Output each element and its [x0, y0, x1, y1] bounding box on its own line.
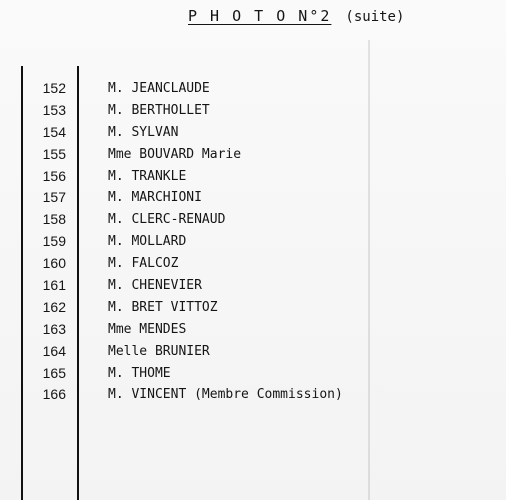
entry-number: 166 — [42, 386, 66, 403]
list-row-158 — [0, 209, 506, 231]
entry-number: 157 — [42, 189, 66, 206]
entry-name: M. MOLLARD — [108, 234, 187, 250]
entry-number: 159 — [42, 233, 66, 250]
list-row-165 — [0, 363, 506, 385]
entry-name: Mme BOUVARD Marie — [108, 146, 242, 162]
entry-name: M. THOME — [108, 365, 171, 381]
list-row-163 — [0, 319, 506, 341]
entry-name: M. MARCHIONI — [108, 190, 202, 206]
list-row-154 — [0, 122, 506, 144]
entry-name: M. BERTHOLLET — [108, 102, 210, 118]
entry-number: 161 — [42, 277, 66, 294]
list-row-159 — [0, 231, 506, 253]
list-row-156 — [0, 166, 506, 188]
entry-number: 163 — [42, 320, 66, 337]
list-row-160 — [0, 253, 506, 275]
title-photo-number: P H O T O N°2 — [188, 7, 332, 25]
entry-name: M. CLERC-RENAUD — [108, 212, 226, 228]
entry-name: M. JEANCLAUDE — [108, 81, 210, 96]
list-row-155 — [0, 144, 506, 166]
entry-name: M. FALCOZ — [108, 256, 179, 272]
entry-number: 158 — [42, 211, 66, 228]
entry-name: M. SYLVAN — [108, 124, 179, 140]
participant-list — [0, 78, 506, 406]
page-title — [188, 7, 404, 25]
entry-number: 155 — [42, 145, 66, 162]
list-row-161 — [0, 275, 506, 297]
entry-number: 152 — [42, 80, 66, 96]
list-row-153 — [0, 100, 506, 122]
entry-number: 156 — [42, 167, 66, 184]
entry-number: 160 — [42, 255, 66, 272]
entry-name: Melle BRUNIER — [108, 343, 210, 359]
entry-name: Mme MENDES — [108, 321, 187, 337]
list-row-152 — [0, 78, 506, 100]
entry-number: 154 — [42, 123, 66, 140]
list-row-164 — [0, 341, 506, 363]
entry-number: 153 — [42, 101, 66, 118]
list-row-162 — [0, 297, 506, 319]
entry-number: 162 — [42, 298, 66, 315]
title-suite: (suite) — [345, 9, 405, 25]
entry-name: M. BRET VITTOZ — [108, 299, 218, 315]
entry-name: M. VINCENT (Membre Commission) — [108, 387, 343, 403]
entry-number: 164 — [42, 342, 66, 359]
entry-number: 165 — [42, 364, 66, 381]
entry-name: M. TRANKLE — [108, 168, 187, 184]
list-row-166 — [0, 384, 506, 406]
entry-name: M. CHENEVIER — [108, 278, 202, 294]
list-row-157 — [0, 187, 506, 209]
